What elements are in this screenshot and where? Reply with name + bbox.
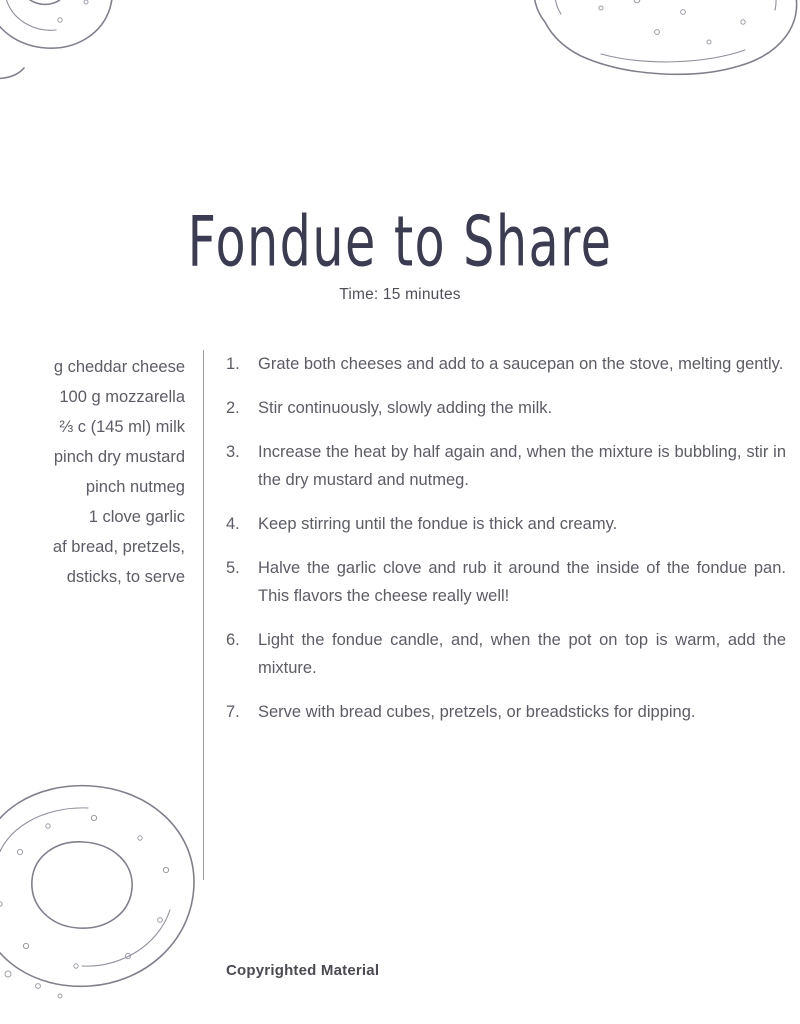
step-number: 5.: [226, 559, 240, 577]
list-item: af bread, pretzels,: [52, 538, 185, 556]
step-number: 2.: [226, 399, 240, 417]
column-divider: [203, 350, 204, 880]
step-number: 4.: [226, 515, 240, 533]
bread-slice-sketch-icon: [0, 0, 190, 142]
step-number: 6.: [226, 631, 240, 649]
step-text: Light the fondue candle, and, when the pot on top is warm, add the mixture.: [258, 631, 786, 677]
ingredients-list: [0, 352, 185, 592]
recipe-time: Time: 15 minutes: [339, 286, 461, 303]
list-item: dsticks, to serve: [66, 568, 185, 586]
page-title: Fondue to Share: [187, 202, 613, 283]
list-item: [226, 438, 786, 494]
step-number: 7.: [226, 703, 240, 721]
step-text: Increase the heat by half again and, when the mixture is bubbling, stir in the dry mustard and nutmeg.: [258, 443, 786, 489]
list-item: 1 clove garlic: [88, 508, 185, 526]
step-text: Halve the garlic clove and rub it around the inside of the fondue pan. This flavors the cheese really well!: [258, 559, 786, 605]
list-item: pinch dry mustard: [53, 448, 185, 466]
step-number: 3.: [226, 443, 240, 461]
list-item: [226, 698, 786, 726]
list-item: ⅔ c (145 ml) milk: [59, 418, 185, 436]
copyright-notice: Copyrighted Material: [226, 962, 380, 979]
list-item: [226, 510, 786, 538]
list-item: g cheddar cheese: [53, 358, 185, 376]
method-steps: [226, 350, 786, 742]
list-item: [226, 350, 786, 378]
list-item: [226, 626, 786, 682]
step-text: Keep stirring until the fondue is thick and creamy.: [258, 515, 618, 533]
list-item: 100 g mozzarella: [59, 388, 185, 406]
step-text: Grate both cheeses and add to a saucepan on the stove, melting gently.: [258, 355, 784, 373]
step-text: Stir continuously, slowly adding the milk.: [258, 399, 553, 417]
step-text: Serve with bread cubes, pretzels, or breadsticks for dipping.: [258, 703, 696, 721]
list-item: pinch nutmeg: [85, 478, 185, 496]
bagel-sketch-icon: [0, 760, 234, 1024]
bread-loaf-sketch-icon: [505, 0, 800, 134]
list-item: [226, 554, 786, 610]
list-item: [226, 394, 786, 422]
step-number: 1.: [226, 355, 240, 373]
